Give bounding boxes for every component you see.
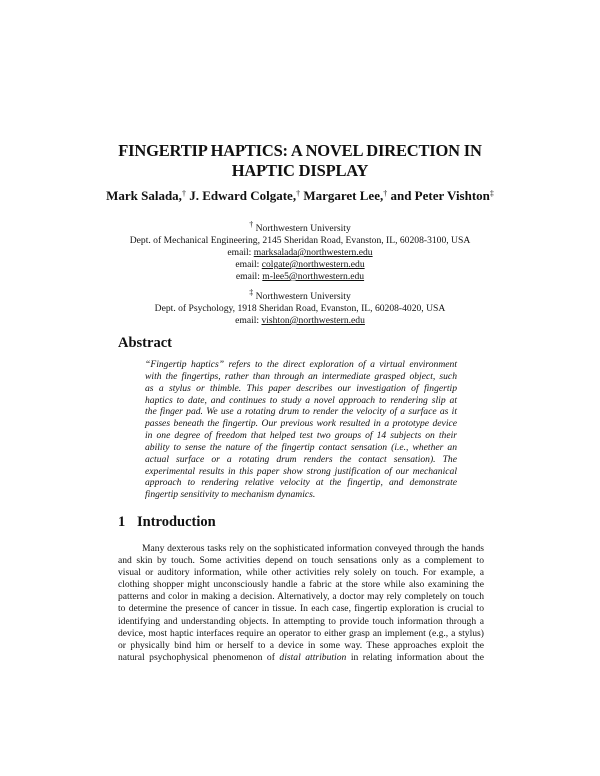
- affiliation-block: [40, 287, 560, 327]
- abstract-line: as a stylus or thimble. This paper describes our investigation of fingertip: [145, 382, 457, 394]
- affiliation-mark: ‡: [489, 189, 494, 198]
- body-line: clothing shopper might unconsciously handle a fabric at the store while also examining the: [118, 579, 484, 591]
- author-name: Margaret Lee,: [300, 188, 384, 203]
- affiliation-name: † Northwestern University: [249, 220, 351, 234]
- affiliation-mark: ‡: [249, 288, 254, 297]
- body-line: natural psychophysical phenomenon of distal attribution in relating information about the: [118, 651, 484, 663]
- email-label: email:: [235, 315, 262, 326]
- abstract-line: the finger pad. We use a rotating drum to render the velocity of a surface as it: [145, 406, 457, 418]
- email-label: email:: [227, 247, 254, 258]
- abstract-line: fingertip sensitivity to mechanism dynamics.: [145, 489, 316, 501]
- body-line: identifying and understanding objects. In attempting to provide touch information through a: [118, 615, 484, 627]
- author-name: J. Edward Colgate,: [185, 188, 297, 203]
- section-heading: [118, 513, 216, 531]
- affiliation-mark: †: [383, 189, 388, 198]
- body-line: patterns and color in making a decision. Alternatively, a doctor may rely completely on touch: [118, 591, 484, 603]
- email-link[interactable]: m-lee5@northwestern.edu: [262, 271, 365, 282]
- body-line: and skin by touch. Some activities depend on touch sensations only as a complement to: [118, 555, 484, 567]
- affiliation-mark: †: [249, 220, 254, 229]
- emphasis-term: distal attribution: [279, 651, 347, 663]
- body-line: device, most haptic interfaces require an operator to either grasp an implement (e.g., a stylus): [118, 627, 484, 639]
- body-line: or physically bind him or herself to a device in some way. These approaches exploit the: [118, 639, 484, 651]
- affiliation-address: Dept. of Mechanical Engineering, 2145 Sheridan Road, Evanston, IL, 60208-3100, USA: [129, 235, 471, 246]
- section-number: 1: [118, 514, 126, 530]
- email-line: [40, 247, 560, 259]
- email-link[interactable]: colgate@northwestern.edu: [261, 259, 365, 270]
- title-line: FINGERTIP HAPTICS: A NOVEL DIRECTION IN: [118, 141, 482, 160]
- abstract-line: with the fingertips, rather than through an intermediate grasped object, such: [145, 370, 457, 382]
- author-name: Mark Salada,: [106, 188, 182, 203]
- affiliation-mark: †: [181, 189, 186, 198]
- email-line: [40, 271, 560, 283]
- title-line: HAPTIC DISPLAY: [231, 161, 369, 180]
- email-line: [40, 315, 560, 327]
- abstract-line: haptics to date, and continues to study a novel approach to rendering slip at: [145, 394, 457, 406]
- abstract-heading: Abstract: [118, 335, 172, 351]
- abstract-line: approach to rendering relative velocity at the fingertip, and demonstrate: [145, 477, 457, 489]
- body-line: to determine the presence of cancer in tissue. In each case, fingertip exploration is crucial to: [118, 603, 484, 615]
- abstract-line: in one degree of freedom that helped test two groups of 14 subjects on their: [145, 430, 457, 442]
- email-line: [40, 259, 560, 271]
- affiliation-address: Dept. of Psychology, 1918 Sheridan Road, Evanston, IL, 60208-4020, USA: [154, 303, 446, 314]
- email-link[interactable]: vishton@northwestern.edu: [261, 315, 365, 326]
- abstract-line: “Fingertip haptics” refers to the direct exploration of a virtual environment: [145, 359, 457, 370]
- affiliation-name: ‡ Northwestern University: [249, 288, 351, 302]
- affiliation-block: [40, 219, 560, 283]
- body-line: Many dexterous tasks rely on the sophisticated information conveyed through the hands: [142, 543, 484, 554]
- abstract-line: ability to sense the nature of the fingertip contact sensation (i.e., whether an: [145, 441, 457, 453]
- author-list: [40, 186, 560, 204]
- email-link[interactable]: marksalada@northwestern.edu: [253, 247, 373, 258]
- abstract-line: actual surface or a rotating drum renders the contact sensation). The: [145, 453, 457, 465]
- intro-paragraph: [118, 543, 484, 664]
- abstract-line: passes beneath the fingertip. Our previous work resulted in a prototype device: [145, 418, 457, 430]
- email-label: email:: [235, 271, 263, 282]
- abstract-line: experimental results in this paper show strong justification of our mechanical: [145, 465, 457, 477]
- abstract-text: [145, 359, 457, 501]
- body-line: visual or auditory information, while other activities rely solely on touch. For example, a: [118, 567, 484, 579]
- paper-title: [60, 141, 540, 181]
- section-title: Introduction: [137, 514, 216, 530]
- email-label: email:: [235, 259, 262, 270]
- affiliation-mark: †: [296, 189, 301, 198]
- author-name: and Peter Vishton: [387, 188, 490, 203]
